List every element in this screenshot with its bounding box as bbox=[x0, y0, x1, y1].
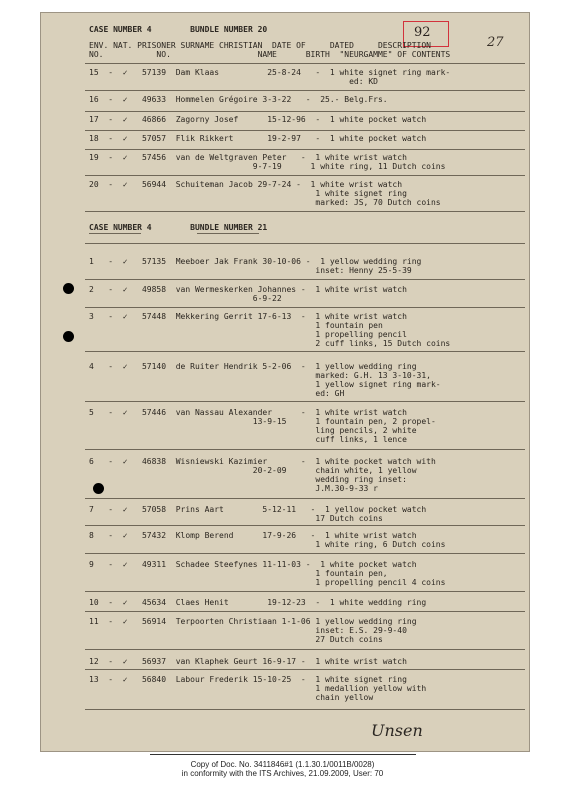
table-row-line1: 18 - ✓ 57057 Flik Rikkert 19-2-97 - 1 white pocket watch bbox=[89, 134, 427, 143]
table-row-line3: 27 Dutch coins bbox=[89, 635, 383, 644]
table-row-line1: 6 - ✓ 46838 Wisniewski Kazimier - 1 white pocket watch with bbox=[89, 457, 436, 466]
table-row-line1: 16 - ✓ 49633 Hommelen Grégoire 3-3-22 - 25.- Belg.Frs. bbox=[89, 95, 388, 104]
table-row-line2: 1 fountain pen, bbox=[89, 569, 388, 578]
table-row-line2: ed: KD bbox=[89, 77, 378, 86]
stamp-number: 92 bbox=[414, 25, 431, 40]
bundle20-header: CASE NUMBER 4 BUNDLE NUMBER 20 bbox=[89, 25, 268, 34]
table-row-line2: 1 fountain pen bbox=[89, 321, 383, 330]
table-row-line1: 10 - ✓ 45634 Claes Henit 19-12-23 - 1 white wedding ring bbox=[89, 598, 427, 607]
divider bbox=[85, 149, 525, 150]
divider bbox=[85, 211, 525, 212]
scanned-document bbox=[40, 12, 530, 752]
table-row-line1: 20 - ✓ 56944 Schuiteman Jacob 29-7-24 - 1 white wrist watch bbox=[89, 180, 403, 189]
table-row-line1: 15 - ✓ 57139 Dam Klaas 25-8-24 - 1 white signet ring mark- bbox=[89, 68, 451, 77]
table-row-line2: 9-7-19 1 white ring, 11 Dutch coins bbox=[89, 162, 446, 171]
punch-hole bbox=[63, 331, 74, 342]
page-number-mark: 27 bbox=[487, 35, 504, 50]
table-row-line2: 17 Dutch coins bbox=[89, 514, 383, 523]
table-row-line1: 17 - ✓ 46866 Zagorny Josef 15-12-96 - 1 white pocket watch bbox=[89, 115, 427, 124]
table-row-line3: 1 propelling pencil 4 coins bbox=[89, 578, 446, 587]
table-row-line2: inset: E.S. 29-9-40 bbox=[89, 626, 407, 635]
header-underline bbox=[197, 233, 259, 234]
divider bbox=[85, 243, 525, 244]
table-row-line1: 2 - ✓ 49858 van Wermeskerken Johannes - 1 white wrist watch bbox=[89, 285, 407, 294]
column-headers-line1: ENV. NAT. PRISONER SURNAME CHRISTIAN DATE OF DATED DESCRIPTION bbox=[89, 41, 431, 50]
table-row-line4: cuff links, 1 lence bbox=[89, 435, 407, 444]
table-row-line3: marked: JS, 70 Dutch coins bbox=[89, 198, 441, 207]
table-row-line1: 13 - ✓ 56840 Labour Frederik 15-10-25 - 1 white signet ring bbox=[89, 675, 407, 684]
table-row-line4: J.M.30-9-33 r bbox=[89, 484, 378, 493]
bundle21-header: CASE NUMBER 4 BUNDLE NUMBER 21 bbox=[89, 223, 268, 232]
divider bbox=[85, 279, 525, 280]
divider bbox=[85, 90, 525, 91]
divider bbox=[85, 649, 525, 650]
punch-hole bbox=[63, 283, 74, 294]
table-row-line1: 4 - ✓ 57140 de Ruiter Hendrik 5-2-06 - 1 yellow wedding ring bbox=[89, 362, 417, 371]
divider bbox=[85, 498, 525, 499]
footer-rule bbox=[150, 754, 416, 755]
table-row-line1: 3 - ✓ 57448 Mekkering Gerrit 17-6-13 - 1 white wrist watch bbox=[89, 312, 407, 321]
table-row-line1: 1 - ✓ 57135 Meeboer Jak Frank 30-10-06 - 1 yellow wedding ring bbox=[89, 257, 422, 266]
table-row-line4: ed: GH bbox=[89, 389, 345, 398]
footer-copy-line: Copy of Doc. No. 3411846#1 (1.1.30.1/0011B/0028) bbox=[190, 760, 375, 769]
table-row-line3: ling pencils, 2 white bbox=[89, 426, 417, 435]
footer-conformity-line: in conformity with the ITS Archives, 21.09.2009, User: 70 bbox=[181, 769, 384, 778]
divider bbox=[85, 307, 525, 308]
table-row-line4: 2 cuff links, 15 Dutch coins bbox=[89, 339, 451, 348]
divider bbox=[85, 351, 525, 352]
table-row-line1: 19 - ✓ 57456 van de Weltgraven Peter - 1 white wrist watch bbox=[89, 153, 407, 162]
table-row-line3: 1 propelling pencil bbox=[89, 330, 407, 339]
column-headers-line2: NO. NO. NAME BIRTH "NEURGAMME" OF CONTENTS bbox=[89, 50, 451, 59]
divider bbox=[85, 709, 525, 710]
divider bbox=[85, 449, 525, 450]
table-row-line2: inset: Henny 25-5-39 bbox=[89, 266, 412, 275]
divider bbox=[85, 591, 525, 592]
table-row-line2: marked: G.H. 13 3-10-31, bbox=[89, 371, 431, 380]
handwritten-signature: Unsen bbox=[371, 721, 423, 740]
divider bbox=[85, 669, 525, 670]
table-row-line1: 11 - ✓ 56914 Terpoorten Christiaan 1-1-06 1 yellow wedding ring bbox=[89, 617, 417, 626]
table-row-line3: wedding ring inset: bbox=[89, 475, 407, 484]
table-row-line2: 1 medallion yellow with bbox=[89, 684, 427, 693]
header-underline bbox=[89, 233, 141, 234]
table-row-line1: 12 - ✓ 56937 van Klaphek Geurt 16-9-17 - 1 white wrist watch bbox=[89, 657, 407, 666]
divider bbox=[85, 525, 525, 526]
table-row-line1: 8 - ✓ 57432 Klomp Berend 17-9-26 - 1 white wrist watch bbox=[89, 531, 417, 540]
table-row-line1: 5 - ✓ 57446 van Nassau Alexander - 1 white wrist watch bbox=[89, 408, 407, 417]
table-row-line1: 9 - ✓ 49311 Schadee Steefynes 11-11-03 - 1 white pocket watch bbox=[89, 560, 417, 569]
table-row-line2: 13-9-15 1 fountain pen, 2 propel- bbox=[89, 417, 436, 426]
table-row-line3: chain yellow bbox=[89, 693, 374, 702]
table-row-line2: 1 white signet ring bbox=[89, 189, 407, 198]
table-row-line2: 1 white ring, 6 Dutch coins bbox=[89, 540, 446, 549]
divider bbox=[85, 553, 525, 554]
table-row-line3: 1 yellow signet ring mark- bbox=[89, 380, 441, 389]
divider bbox=[85, 401, 525, 402]
divider bbox=[85, 111, 525, 112]
divider bbox=[85, 175, 525, 176]
table-row-line2: 20-2-09 chain white, 1 yellow bbox=[89, 466, 417, 475]
divider bbox=[85, 611, 525, 612]
table-row-line2: 6-9-22 bbox=[89, 294, 282, 303]
divider bbox=[85, 63, 525, 64]
table-row-line1: 7 - ✓ 57058 Prins Aart 5-12-11 - 1 yellow pocket watch bbox=[89, 505, 427, 514]
divider bbox=[85, 130, 525, 131]
